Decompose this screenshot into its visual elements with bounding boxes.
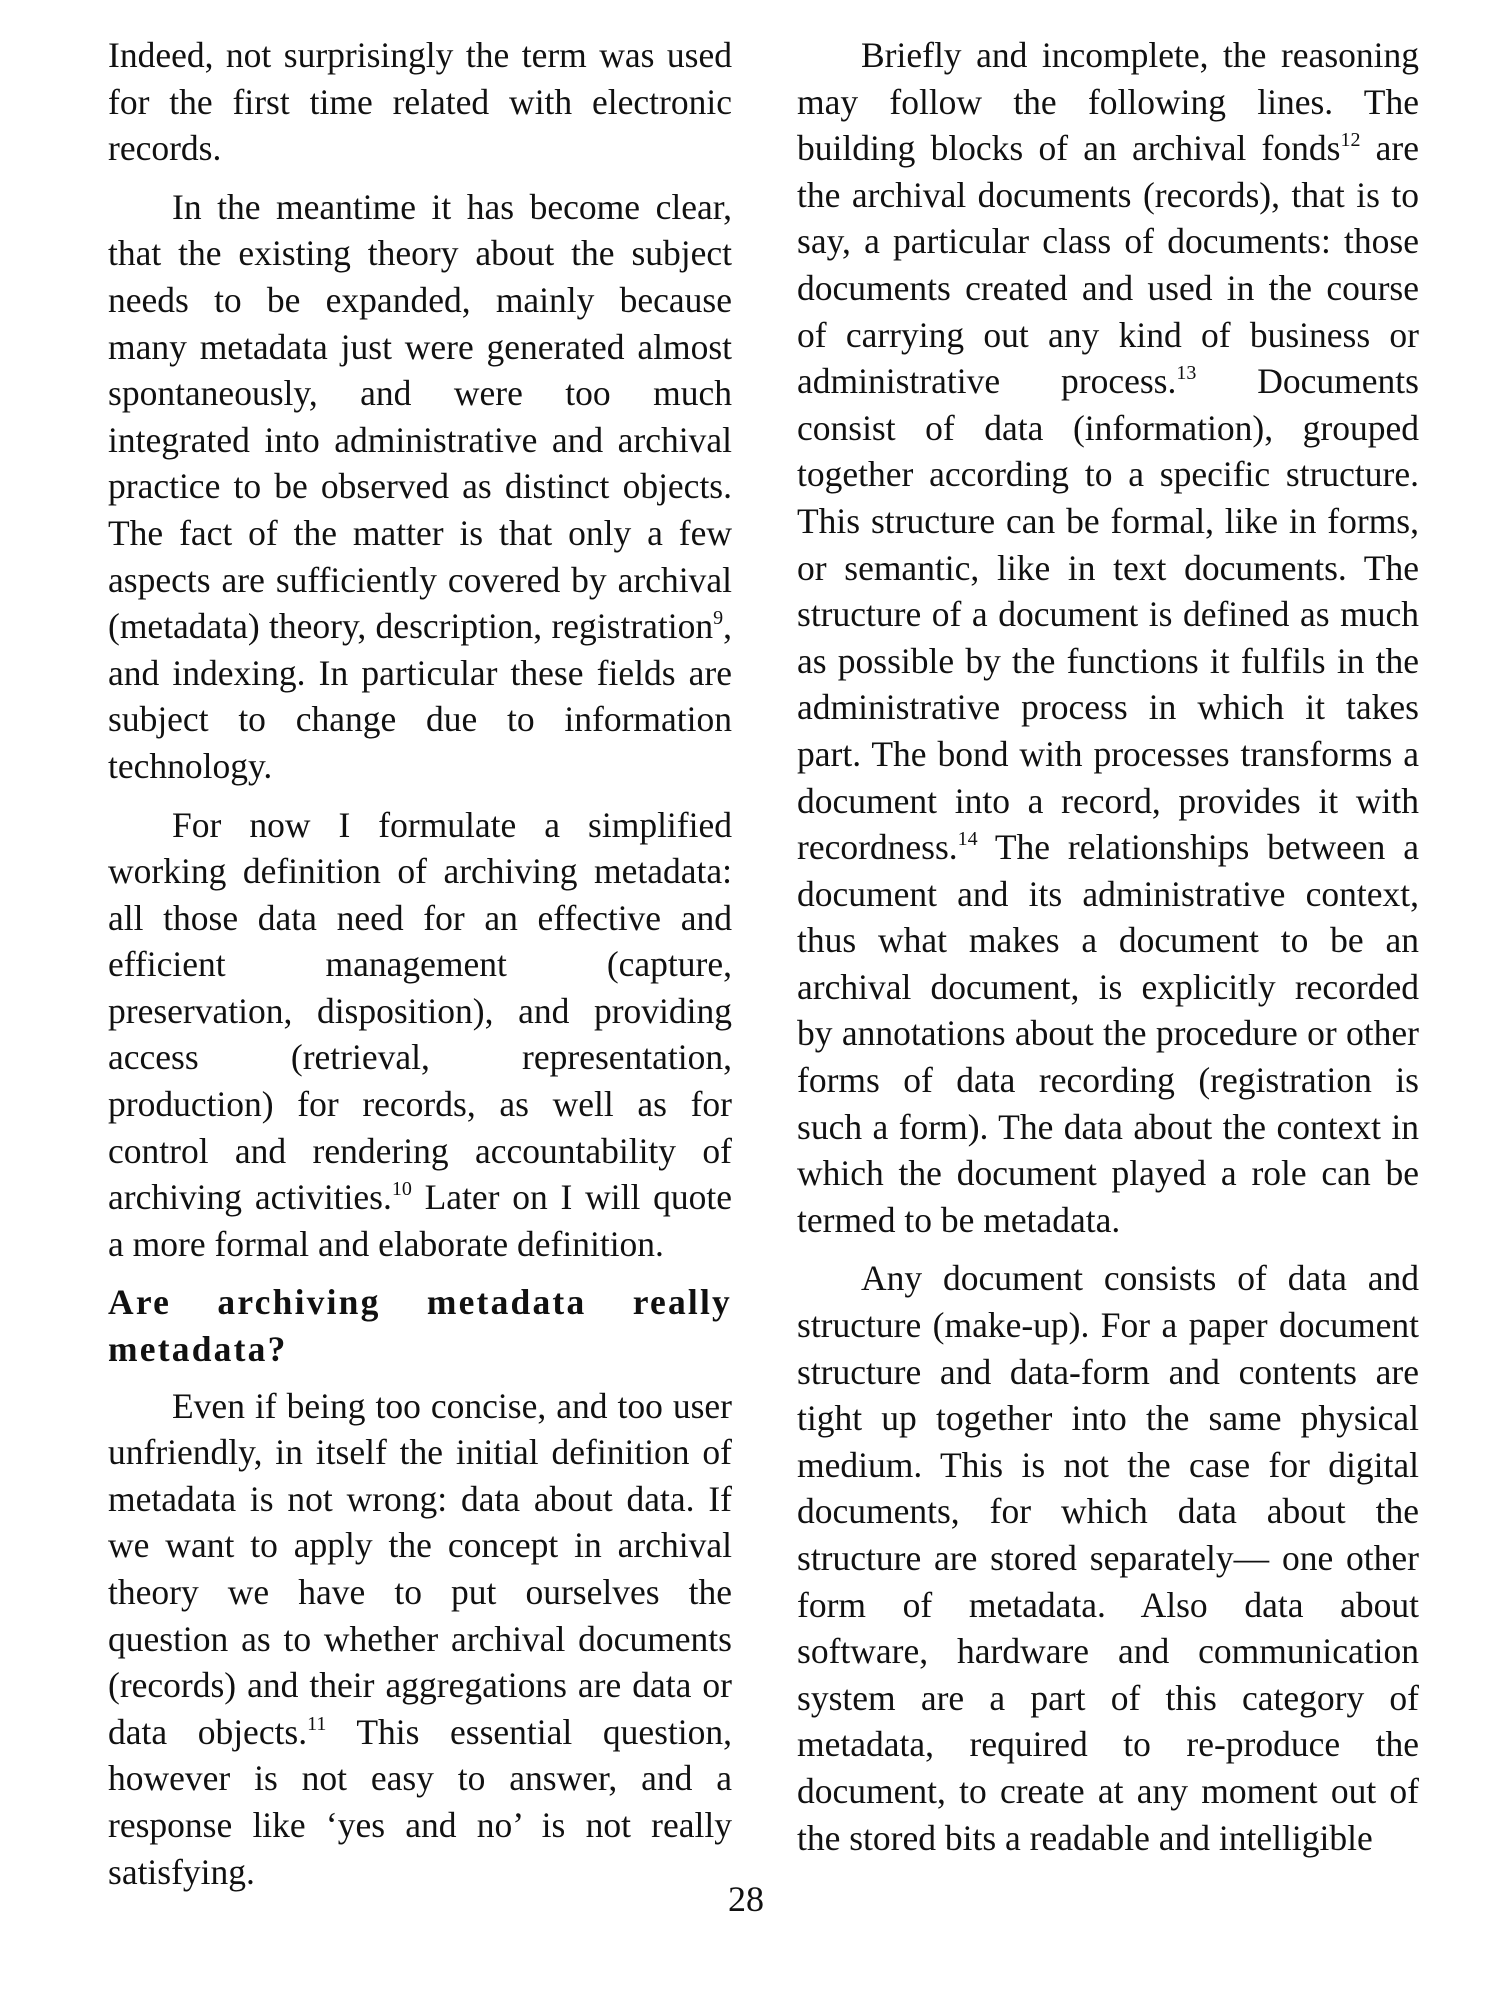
paragraph-text: Briefly and incomplete, the reasoning may follow the following lines. The building blocks of an archival fonds [797, 35, 1419, 169]
paragraph-text: In the meantime it has become clear, that the existing theory about the subject needs to be expanded, mainly because many metadata just were generated almost spontaneously, and were too much integrated into administrative and archival practice to be observed as distinct objects. The fact of the matter is that only a few aspects are sufficiently covered by archival (metadata) theory, description, registration [108, 186, 732, 647]
paragraph [108, 1383, 732, 1896]
footnote-ref[interactable]: 13 [1176, 362, 1197, 385]
paragraph-text: Later on I will quote a more formal and elaborate definition. [108, 1177, 732, 1264]
paragraph-text: Any document consists of data and structure (make-up). For a paper document structure and data-form and contents are tight up together into the same physical medium. This is not the case for digital documents, for which data about the structure are stored separately— one other form of metadata. Also data about software, hardware and communication system are a part of this category of metadata, required to re-produce the document, to create at any moment out of the stored bits a readable and intelligible [797, 1258, 1419, 1858]
left-column [108, 32, 732, 1907]
footnote-ref[interactable]: 10 [391, 1178, 412, 1201]
paragraph-text: Indeed, not surprisingly the term was used for the first time related with electronic records. [108, 35, 732, 169]
paragraph-text: , and indexing. In particular these fields are subject to change due to information technology. [108, 606, 732, 786]
paragraph-text: For now I formulate a simplified working definition of archiving metadata: all those data need for an effective and efficient management (capture, preservation, disposition), and providing access (retrieval, representation, production) for records, as well as for control and rendering accountability of archiving activities. [108, 804, 732, 1218]
paragraph [797, 1255, 1419, 1861]
footnote-ref[interactable]: 9 [713, 607, 724, 630]
section-heading-line: Are archiving metadata really [108, 1282, 732, 1323]
footnote-ref[interactable]: 14 [957, 828, 978, 851]
paragraph-text: Even if being too concise, and too user unfriendly, in itself the initial definition of metadata is not wrong: data about data. If we want to apply the concept in archival theory we have to put ourselves the question as to whether archival documents (records) and their aggregations are data or data objects. [108, 1385, 732, 1752]
page-number: 28 [728, 1879, 764, 1919]
paragraph-text: Documents consist of data (information), grouped together according to a specific structure. This structure can be formal, like in forms, or semantic, like in text documents. The structure of a document is defined as much as possible by the functions it fulfils in the administrative process in which it takes part. The bond with processes transforms a document into a record, provides it with recordness. [797, 361, 1419, 868]
paragraph [797, 32, 1419, 1243]
paragraph [108, 184, 732, 790]
paragraph-text: are the archival documents (records), that is to say, a particular class of documents: those documents created and used in the course of carrying out any kind of business or administrative process. [797, 128, 1419, 402]
paragraph [108, 802, 732, 1268]
section-heading-line: metadata? [108, 1329, 288, 1370]
paragraph-text: This essential question, however is not easy to answer, and a response like ‘yes and no’ is not really satisfying. [108, 1711, 733, 1892]
right-column [797, 32, 1419, 1873]
paragraph-text: The relationships between a document and its administrative context, thus what makes a document to be an archival document, is explicitly recorded by annotations about the procedure or other forms of data recording (registration is such a form). The data about the context in which the document played a role can be termed to be metadata. [797, 827, 1419, 1240]
footnote-ref[interactable]: 12 [1340, 129, 1361, 152]
section-heading [108, 1279, 732, 1372]
paragraph [108, 32, 732, 172]
footnote-ref[interactable]: 11 [307, 1712, 327, 1735]
